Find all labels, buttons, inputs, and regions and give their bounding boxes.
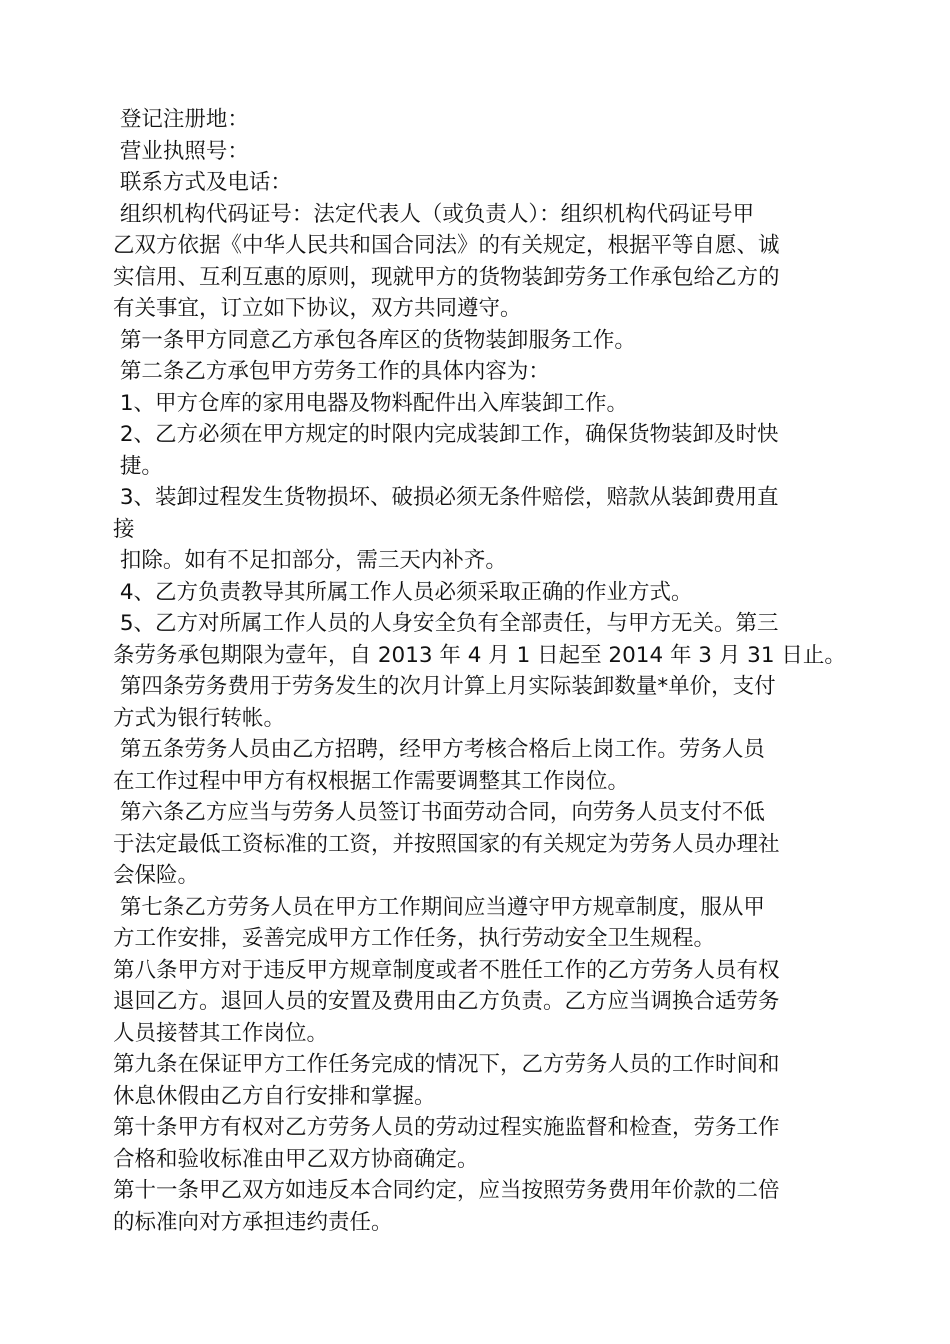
contract-document [113, 104, 846, 1238]
article-4-line: 第四条劳务费用于劳务发生的次月计算上月实际装卸数量*单价，支付 [113, 674, 776, 699]
text-line: 合格和验收标准由甲乙双方协商确定。 [113, 1146, 479, 1172]
list-item-3: 3、装卸过程发生货物损坏、破损必须无条件赔偿，赔款从装卸费用直 [113, 485, 779, 510]
text-line: 于法定最低工资标准的工资，并按照国家的有关规定为劳务人员办理社 [113, 831, 780, 857]
article-1-line: 第一条甲方同意乙方承包各库区的货物装卸服务工作。 [113, 327, 636, 353]
text-line: 联系方式及电话： [113, 170, 292, 195]
text-line: 退回乙方。退回人员的安置及费用由乙方负责。乙方应当调换合适劳务 [113, 989, 780, 1014]
text-line: 营业执照号： [113, 138, 249, 164]
article-8-line: 第八条甲方对于违反甲方规章制度或者不胜任工作的乙方劳务人员有权 [113, 957, 780, 983]
text-line: 捷。 [113, 453, 163, 479]
article-2-line: 第二条乙方承包甲方劳务工作的具体内容为： [113, 359, 550, 384]
text-line: 方式为银行转帐。 [113, 705, 286, 731]
list-item-1: 1、甲方仓库的家用电器及物料配件出入库装卸工作。 [113, 390, 629, 416]
article-7-line: 第七条乙方劳务人员在甲方工作期间应当遵守甲方规章制度，服从甲 [113, 894, 765, 920]
article-11-line: 第十一条甲乙双方如违反本合同约定，应当按照劳务费用年价款的二倍 [113, 1178, 780, 1203]
text-line: 在工作过程中甲方有权根据工作需要调整其工作岗位。 [113, 768, 630, 794]
text-line: 扣除。如有不足扣部分，需三天内补齐。 [113, 548, 507, 573]
text-line: 有关事宜，订立如下协议，双方共同遵守。 [113, 296, 522, 321]
list-item-2: 2、乙方必须在甲方规定的时限内完成装卸工作，确保货物装卸及时快 [113, 422, 779, 447]
text-line: 人员接替其工作岗位。 [113, 1020, 329, 1046]
article-10-line: 第十条甲方有权对乙方劳务人员的劳动过程实施监督和检查，劳务工作 [113, 1115, 780, 1140]
list-item-5: 5、乙方对所属工作人员的人身安全负有全部责任，与甲方无关。第三 [113, 611, 779, 636]
text-line: 的标准向对方承担违约责任。 [113, 1209, 393, 1235]
text-line: 乙双方依据《中华人民共和国合同法》的有关规定，根据平等自愿、诚 [113, 233, 780, 258]
text-line: 登记注册地： [113, 107, 249, 132]
text-line: 方工作安排，妥善完成甲方工作任务，执行劳动安全卫生规程。 [113, 926, 716, 951]
text-line: 组织机构代码证号：法定代表人（或负责人）：组织机构代码证号甲 [113, 201, 755, 227]
article-3-line: 条劳务承包期限为壹年，自 2013 年 4 月 1 日起至 2014 年 3 月 31 日止。 [113, 642, 846, 668]
article-6-line: 第六条乙方应当与劳务人员签订书面劳动合同，向劳务人员支付不低 [113, 800, 765, 825]
article-5-line: 第五条劳务人员由乙方招聘，经甲方考核合格后上岗工作。劳务人员 [113, 737, 765, 762]
text-line: 实信用、互利互惠的原则，现就甲方的货物装卸劳务工作承包给乙方的 [113, 264, 780, 290]
article-9-line: 第九条在保证甲方工作任务完成的情况下，乙方劳务人员的工作时间和 [113, 1052, 780, 1077]
text-line: 休息休假由乙方自行安排和掌握。 [113, 1083, 436, 1109]
list-item-4: 4、乙方负责教导其所属工作人员必须采取正确的作业方式。 [113, 579, 693, 605]
text-line: 会保险。 [113, 863, 200, 888]
text-line: 接 [113, 516, 135, 542]
